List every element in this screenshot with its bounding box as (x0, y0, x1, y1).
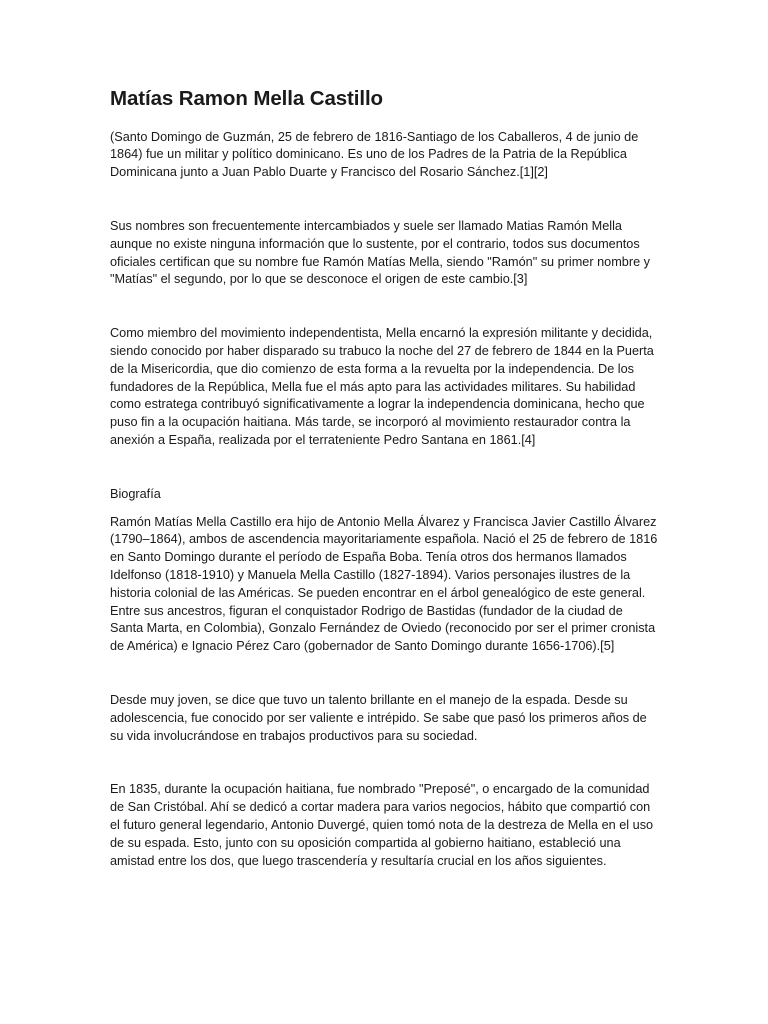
paragraph-spacer (110, 182, 658, 218)
paragraph-spacer (110, 656, 658, 692)
paragraph-spacer (110, 504, 658, 514)
paragraph-spacer (110, 745, 658, 781)
biography-paragraph-youth: Desde muy joven, se dice que tuvo un talento brillante en el manejo de la espada. Desde su adolescencia, fue conocido por ser valiente e intrépido. Se sabe que pasó los primeros años de su vida involucrándose en trabajos productivos para su sociedad. (110, 692, 647, 743)
paragraph-spacer (110, 289, 658, 325)
biography-paragraph-family: Ramón Matías Mella Castillo era hijo de Antonio Mella Álvarez y Francisca Javier Castillo Álvarez (1790–1864), ambos de ascendencia mayoritariamente española. Nació el 25 de febrero de 1816 en Santo Domingo durante el período de España Boba. Tenía otros dos hermanos llamados Idelfonso (1818-1910) y Manuela Mella Castillo (1827-1894). Varios personajes ilustres de la historia colonial de las Américas. Se pueden encontrar en el árbol genealógico de este general. Entre sus ancestros, figuran el conquistador Rodrigo de Bastidas (fundador de la ciudad de Santa Marta, en Colombia), Gonzalo Fernández de Oviedo (reconocido por ser el primer cronista de América) e Ignacio Pérez Caro (gobernador de Santo Domingo durante 1656-1706).[5] (110, 514, 658, 654)
document-title: Matías Ramon Mella Castillo (110, 87, 383, 110)
paragraph-spacer (110, 450, 658, 486)
biography-paragraph-1835: En 1835, durante la ocupación haitiana, fue nombrado "Preposé", o encargado de la comunidad de San Cristóbal. Ahí se dedicó a cortar madera para varios negocios, hábito que compartió con el futuro general legendario, Antonio Duvergé, quien tomó nota de la destreza de Mella en el uso de su espada. Esto, junto con su oposición compartida al gobierno haitiano, estableció una amistad entre los dos, que luego trascendería y resultaría crucial en los años siguientes. (110, 782, 654, 868)
section-heading-biografia: Biografía (110, 486, 161, 501)
document-page (110, 86, 658, 870)
intro-paragraph: (Santo Domingo de Guzmán, 25 de febrero de 1816-Santiago de los Caballeros, 4 de junio de 1864) fue un militar y político dominicano. Es uno de los Padres de la Patria de la República Dominicana junto a Juan Pablo Duarte y Francisco del Rosario Sánchez.[1][2] (110, 129, 639, 180)
names-paragraph: Sus nombres son frecuentemente intercambiados y suele ser llamado Matias Ramón Mella aunque no existe ninguna información que lo sustente, por el contrario, todos sus documentos oficiales certifican que su nombre fue Ramón Matías Mella, siendo "Ramón" su primer nombre y "Matías" el segundo, por lo que se desconoce el origen de este cambio.[3] (110, 219, 651, 287)
independence-paragraph: Como miembro del movimiento independentista, Mella encarnó la expresión militante y decidida, siendo conocido por haber disparado su trabuco la noche del 27 de febrero de 1844 en la Puerta de la Misericordia, que dio comienzo de esta forma a la revuelta por la independencia. De los fundadores de la República, Mella fue el más apto para las actividades militares. Su habilidad como estratega contribuyó significativamente a lograr la independencia dominicana, hecho que puso fin a la ocupación haitiana. Más tarde, se incorporó al movimiento restaurador contra la anexión a España, realizada por el terrateniente Pedro Santana en 1861.[4] (110, 326, 654, 447)
